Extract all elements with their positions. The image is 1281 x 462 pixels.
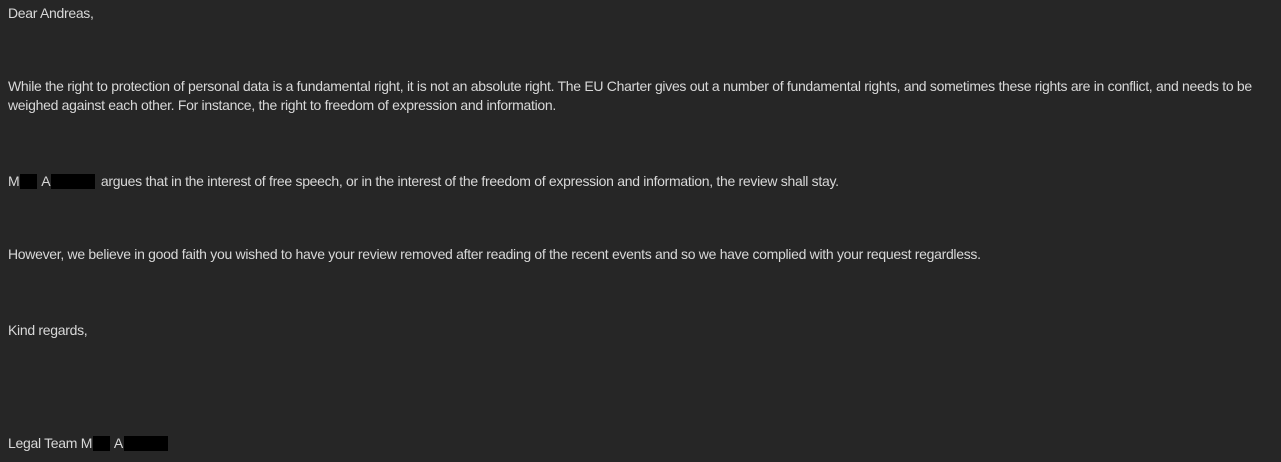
redacted-name-second-initial: A (41, 173, 51, 189)
closing-line: Kind regards, (8, 322, 88, 338)
paragraph-free-speech-text: argues that in the interest of free speech, or in the interest of the freedom of expression and information, the review shall stay. (100, 173, 839, 189)
paragraph-free-speech (8, 172, 1262, 191)
redaction-box (51, 174, 95, 189)
signature-line (8, 434, 1262, 453)
redaction-box (93, 436, 110, 451)
redaction-box (124, 436, 168, 451)
redaction-box (20, 174, 37, 189)
signature-second-initial: A (113, 435, 123, 451)
signature-prefix: Legal Team M (8, 435, 93, 451)
paragraph-fundamental-rights: While the right to protection of personal data is a fundamental right, it is not an absolute right. The EU Charter gives out a number of fundamental rights, and sometimes these rights are in conflict, and needs to be weighed against each other. For instance, the right to freedom of expression and information. (8, 78, 1252, 113)
paragraph-compliance: However, we believe in good faith you wished to have your review removed after reading of the recent events and so we have complied with your request regardless. (8, 246, 981, 262)
redacted-name-first-initial: M (8, 173, 20, 189)
greeting-line: Dear Andreas, (8, 5, 94, 21)
